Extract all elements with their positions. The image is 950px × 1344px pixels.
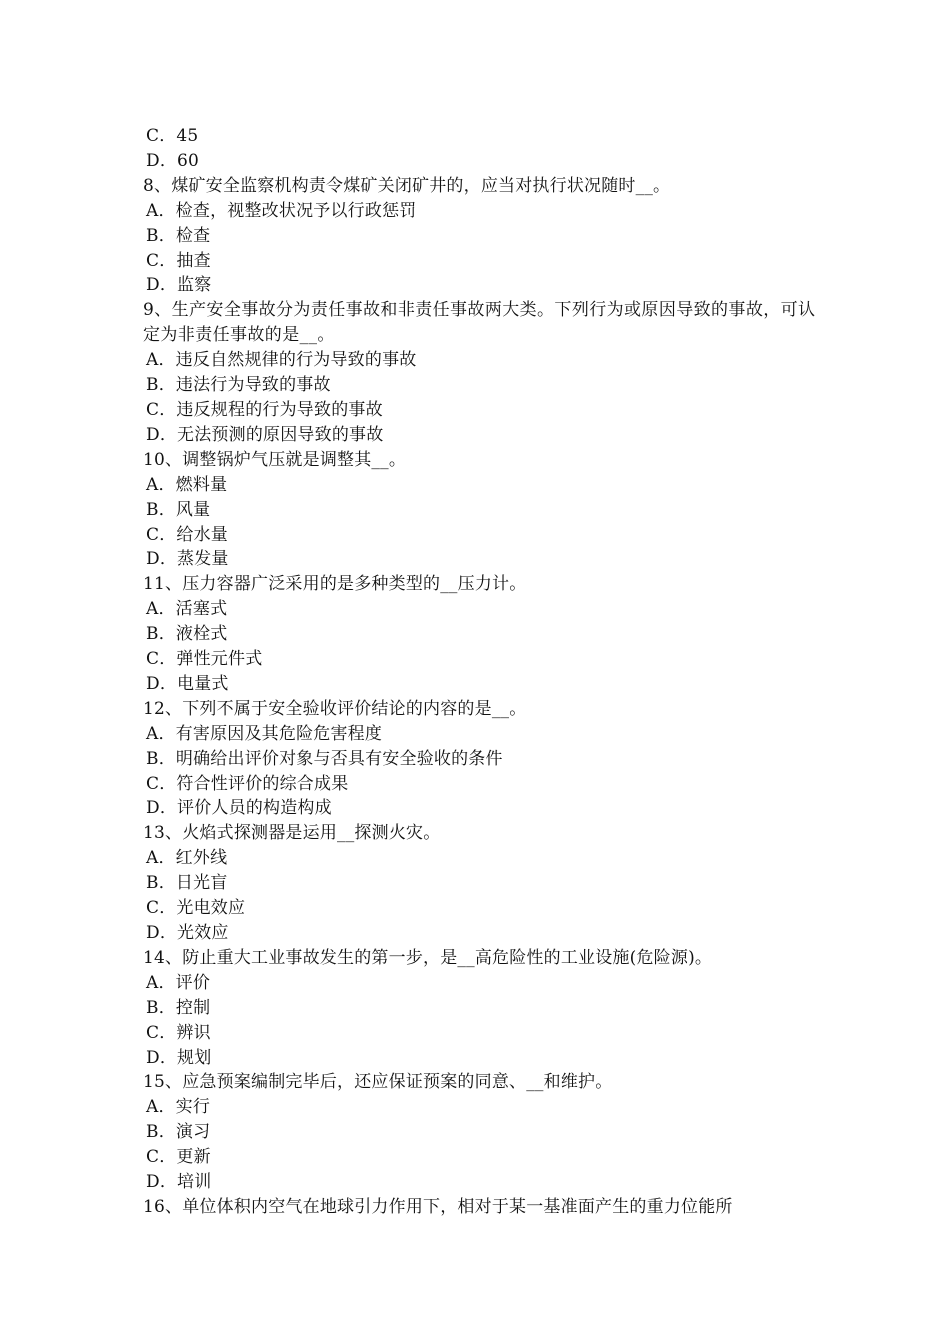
question-15: 15、应急预案编制完毕后，还应保证预案的同意、__和维护。 — [143, 1072, 613, 1093]
question-13-option-c: C．光电效应 — [146, 898, 246, 919]
question-8-option-b: B．检查 — [146, 225, 211, 246]
question-11-option-c: C．弹性元件式 — [146, 649, 263, 670]
question-9: 9、生产安全事故分为责任事故和非责任事故两大类。下列行为或原因导致的事故，可认定为非责任事故的是__。 — [143, 300, 816, 346]
question-13: 13、火焰式探测器是运用__探测火灾。 — [143, 823, 441, 844]
question-14-option-b: B．控制 — [146, 997, 211, 1018]
question-13-option-b: B．日光盲 — [146, 873, 228, 894]
question-10-option-b: B．风量 — [146, 499, 211, 520]
question-14: 14、防止重大工业事故发生的第一步，是__高危险性的工业设施(危险源)。 — [143, 947, 713, 968]
question-15-option-c: C．更新 — [146, 1147, 211, 1168]
question-10: 10、调整锅炉气压就是调整其__。 — [143, 449, 407, 470]
question-13-option-a: A．红外线 — [146, 848, 228, 869]
question-12-option-c: C．符合性评价的综合成果 — [146, 773, 349, 794]
question-10-option-a: A．燃料量 — [146, 474, 228, 495]
question-9-option-d: D．无法预测的原因导致的事故 — [146, 424, 384, 445]
question-14-option-d: D．规划 — [146, 1047, 212, 1068]
question-8: 8、煤矿安全监察机构责令煤矿关闭矿井的，应当对执行状况随时__。 — [143, 175, 671, 196]
exam-content — [143, 124, 823, 1220]
question-12-option-a: A．有害原因及其危险危害程度 — [146, 723, 383, 744]
question-14-option-a: A．评价 — [146, 972, 211, 993]
question-11-option-d: D．电量式 — [146, 673, 229, 694]
question-10-option-c: C．给水量 — [146, 524, 229, 545]
option-d-prev: D．60 — [146, 150, 200, 171]
question-12-option-b: B．明确给出评价对象与否具有安全验收的条件 — [146, 748, 503, 769]
question-8-option-a: A．检查，视整改状况予以行政惩罚 — [146, 200, 417, 221]
question-11: 11、压力容器广泛采用的是多种类型的__压力计。 — [143, 574, 527, 595]
question-13-option-d: D．光效应 — [146, 923, 229, 943]
question-16-partial: 16、单位体积内空气在地球引力作用下，相对于某一基准面产生的重力位能所 — [143, 1196, 733, 1217]
question-8-option-d: D．监察 — [146, 275, 212, 296]
question-11-option-a: A．活塞式 — [146, 599, 228, 620]
question-10-option-d: D．蒸发量 — [146, 549, 229, 570]
question-14-option-c: C．辨识 — [146, 1022, 211, 1043]
question-9-option-b: B．违法行为导致的事故 — [146, 375, 331, 396]
question-9-option-a: A．违反自然规律的行为导致的事故 — [146, 350, 417, 371]
question-15-option-a: A．实行 — [146, 1097, 211, 1118]
question-8-option-c: C．抽查 — [146, 250, 211, 271]
question-12: 12、下列不属于安全验收评价结论的内容的是__。 — [143, 698, 527, 719]
question-15-option-b: B．演习 — [146, 1122, 211, 1143]
question-9-option-c: C．违反规程的行为导致的事故 — [146, 399, 383, 420]
question-15-option-d: D．培训 — [146, 1172, 212, 1193]
question-11-option-b: B．液栓式 — [146, 624, 228, 645]
question-12-option-d: D．评价人员的构造构成 — [146, 798, 332, 819]
option-c-prev: C．45 — [146, 126, 199, 146]
